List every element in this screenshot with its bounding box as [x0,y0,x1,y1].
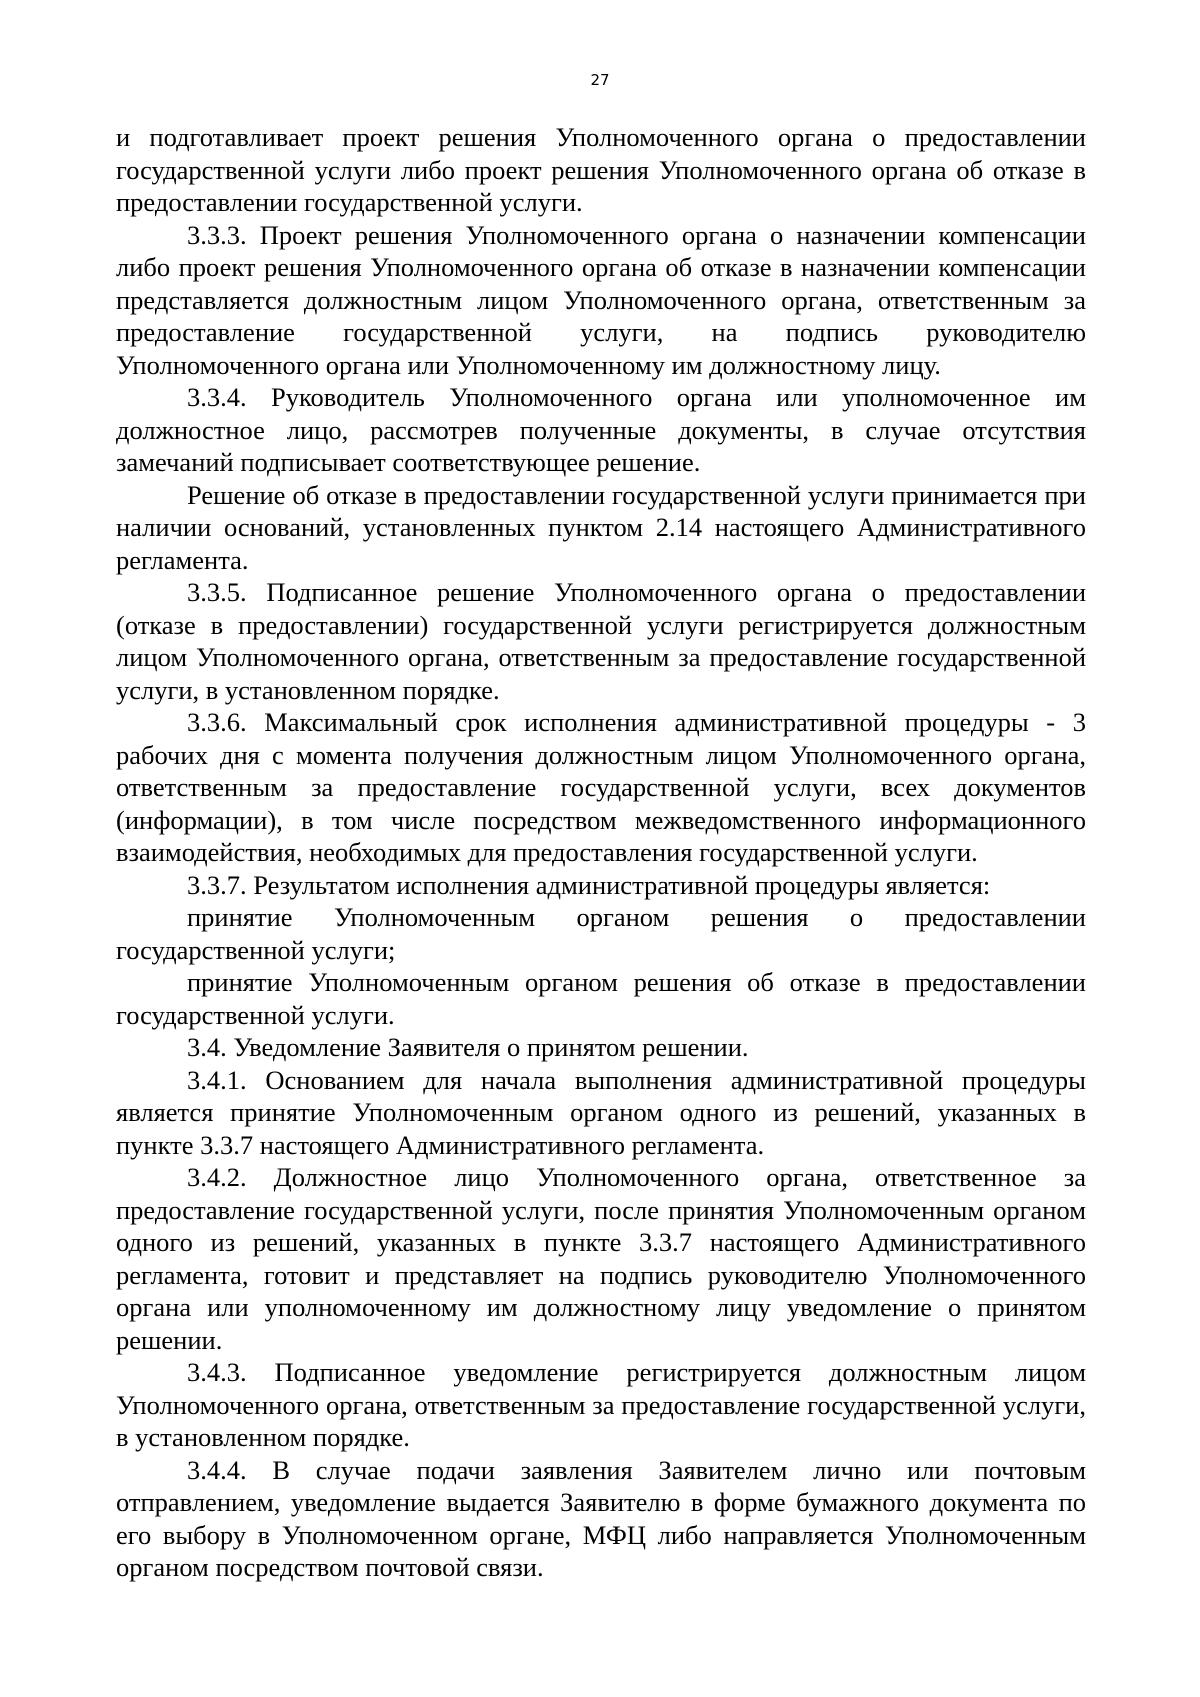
paragraph: 3.3.3. Проект решения Уполномоченного органа о назначении компенсации либо проект решения Уполномоченного органа об отказе в назначении компенсации представляется должностным лицом Уполномоченного органа, ответственным за предоставление государственной услуги, на подпись руководителю Уполномоченного органа или Уполномоченному им должностному лицу. [116,219,1086,380]
paragraph: 3.4.4. В случае подачи заявления Заявителем лично или почтовым отправлением, уведомление выдается Заявителю в форме бумажного документа по его выбору в Уполномоченном органе, МФЦ либо направляется Уполномоченным органом посредством почтовой связи. [116,1454,1086,1582]
paragraph: 3.3.6. Максимальный срок исполнения административной процедуры - 3 рабочих дня с момента получения должностным лицом Уполномоченного органа, ответственным за предоставление государственной услуги, всех документов (информации), в том числе посредством межведомственного информационного взаимодействия, необходимых для предоставления государственной услуги. [116,707,1086,867]
document-body [116,121,1086,1584]
paragraph: принятие Уполномоченным органом решения о предоставлении государственной услуги; [116,902,1086,965]
page-number: 27 [590,71,610,89]
paragraph: 3.4. Уведомление Заявителя о принятом решении. [187,1032,749,1062]
paragraph: и подготавливает проект решения Уполномоченного органа о предоставлении государственной услуги либо проект решения Уполномоченного органа об отказе в предоставлении государственной услуги. [116,122,1086,217]
paragraph: 3.4.3. Подписанное уведомление регистрируется должностным лицом Уполномоченного органа, ответственным за предоставление государственной услуги, в установленном порядке. [116,1357,1086,1452]
paragraph: 3.3.7. Результатом исполнения административной процедуры является: [187,869,991,900]
paragraph: 3.4.2. Должностное лицо Уполномоченного органа, ответственное за предоставление государственной услуги, после принятия Уполномоченным органом одного из решений, указанных в пункте 3.3.7 настоящего Административного регламента, готовит и представляет на подпись руководителю Уполномоченного органа или уполномоченному им должностному лицу уведомление о принятом решении. [116,1162,1086,1355]
paragraph: 3.3.4. Руководитель Уполномоченного органа или уполномоченное им должностное лицо, рассмотрев полученные документы, в случае отсутствия замечаний подписывает соответствующее решение. [116,382,1086,477]
paragraph: принятие Уполномоченным органом решения об отказе в предоставлении государственной услуги. [116,967,1086,1030]
paragraph: 3.4.1. Основанием для начала выполнения административной процедуры является принятие Уполномоченным органом одного из решений, указанных в пункте 3.3.7 настоящего Административного регламента. [116,1064,1086,1160]
paragraph: 3.3.5. Подписанное решение Уполномоченного органа о предоставлении (отказе в предоставлении) государственной услуги регистрируется должностным лицом Уполномоченного органа, ответственным за предоставление государственной услуги, в установленном порядке. [116,577,1086,705]
paragraph: Решение об отказе в предоставлении государственной услуги принимается при наличии оснований, установленных пунктом 2.14 настоящего Административного регламента. [116,479,1086,575]
